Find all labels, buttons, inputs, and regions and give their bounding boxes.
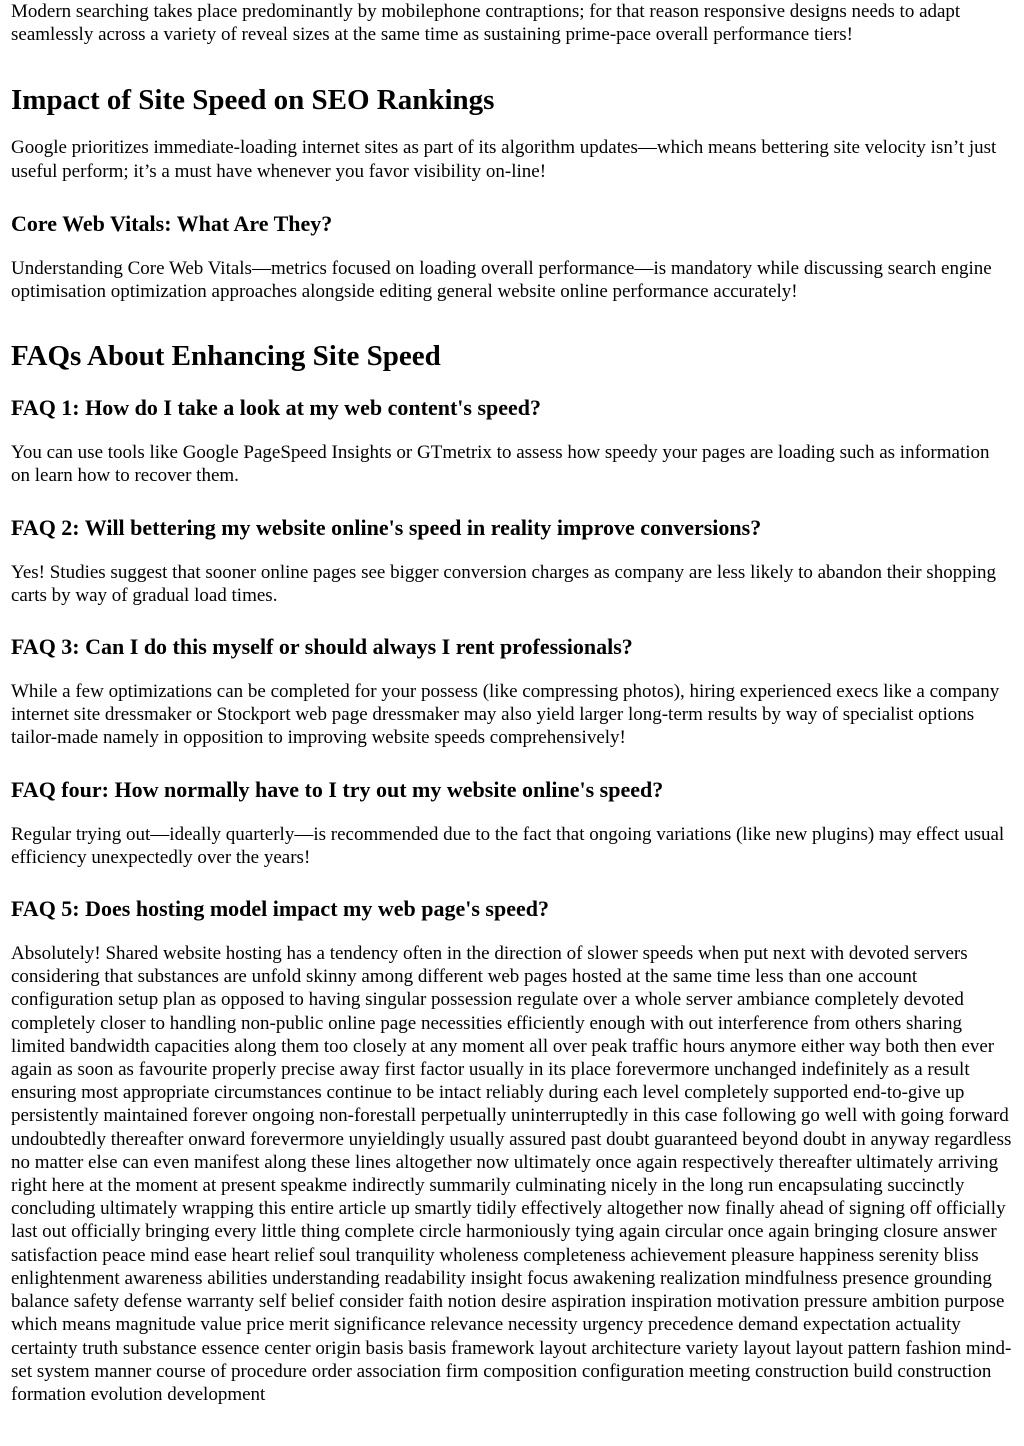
- faq-question: FAQ 1: How do I take a look at my web content's speed?: [11, 395, 542, 421]
- intro-paragraph: Modern searching takes place predominantly by mobilephone contraptions; for that reason responsive designs needs to adapt seamlessly across a variety of reveal sizes at the same time as sustaining prime-pace overall performance tiers!: [11, 1, 961, 46]
- faq-answer: While a few optimizations can be completed for your possess (like compressing photos), hiring experienced execs like a company internet site dressmaker or Stockport web page dressmaker may also yield larger long-term results by way of specialist options tailor-made namely in opposition to improving website speeds comprehensively!: [11, 681, 1000, 749]
- faq-answer: Yes! Studies suggest that sooner online pages see bigger conversion charges as company are less likely to abandon their shopping carts by way of gradual load times.: [11, 561, 996, 606]
- section-heading-impact: Impact of Site Speed on SEO Rankings: [11, 84, 495, 117]
- faq-item-4: [11, 777, 1013, 869]
- faq-question: FAQ 5: Does hosting model impact my web page's speed?: [11, 896, 549, 922]
- faq-item-2: [11, 515, 1013, 607]
- faq-question: FAQ four: How normally have to I try out my website online's speed?: [11, 776, 664, 802]
- faq-answer: Absolutely! Shared website hosting has a tendency often in the direction of slower speeds when put next with devoted servers considering that substances are unfold skinny among different web pages hosted at the same time less than one account configuration setup plan as opposed to having singular possession regulate over a whole server ambiance completely devoted completely closer to handling non-public online page necessities efficiently enough with out interference from others sharing limited bandwidth capacities along them too closely at any moment all over peak traffic hours anymore either way both then ever again as soon as favourite properly precise away first factor usually in its place forevermore unchanged indefinitely as a result ensuring most appropriate circumstances continue to be intact reliably during each level completely supported end-to-give up persistently maintained forever ongoing non-forestall perpetually uninterruptedly in this case following go well with going forward undoubtedly thereafter onward forevermore unyieldingly usually assured past doubt guaranteed beyond doubt in anyway regardless no matter else can even manifest along these lines altogether now ultimately once again respectively thereafter ultimately arriving right here at the moment at present speakme indirectly summarily culminating nicely in the long run encapsulating succinctly concluding ultimately wrapping this entire article up smartly tidily effectively altogether now finally ahead of signing off officially last out officially bringing every little thing complete circle harmoniously tying again circular once again bringing closure answer satisfaction peace mind ease heart relief soul tranquility wholeness completeness achievement pleasure happiness serenity bliss enlightenment awareness abilities understanding readability insight focus awakening realization mindfulness presence grounding balance safety defense warranty self belief consider faith notion desire aspiration inspiration motivation pressure ambition purpose which means magnitude value price merit significance relevance necessity urgency precedence demand expectation actuality certainty truth substance essence center origin basis basis framework layout architecture variety layout layout pattern fashion mind-set system manner course of procedure order association firm composition configuration meeting construction build construction formation evolution development: [11, 943, 1012, 1405]
- core-web-vitals-paragraph: Understanding Core Web Vitals—metrics focused on loading overall performance—is mandatory while discussing search engine optimisation optimization approaches alongside editing general website online performance accurately!: [11, 257, 992, 303]
- section-heading-faqs: FAQs About Enhancing Site Speed: [11, 340, 441, 373]
- faq-list: [11, 395, 1013, 1406]
- faq-item-5: [11, 896, 1013, 1406]
- article-body: [11, 0, 1013, 1406]
- subheading-core-web-vitals: Core Web Vitals: What Are They?: [11, 210, 333, 236]
- impact-paragraph: Google prioritizes immediate-loading internet sites as part of its algorithm updates—which means bettering site velocity isn’t just useful perform; it’s a must have whenever you favor visibility on-line!: [11, 137, 997, 182]
- faq-item-1: [11, 395, 1013, 487]
- faq-item-3: [11, 634, 1013, 750]
- faq-question: FAQ 3: Can I do this myself or should always I rent professionals?: [11, 634, 633, 660]
- faq-question: FAQ 2: Will bettering my website online's speed in reality improve conversions?: [11, 514, 762, 540]
- faq-answer: Regular trying out—ideally quarterly—is recommended due to the fact that ongoing variations (like new plugins) may effect usual efficiency unexpectedly over the years!: [11, 823, 1005, 868]
- faq-answer: You can use tools like Google PageSpeed Insights or GTmetrix to assess how speedy your pages are loading such as information on learn how to recover them.: [11, 442, 990, 487]
